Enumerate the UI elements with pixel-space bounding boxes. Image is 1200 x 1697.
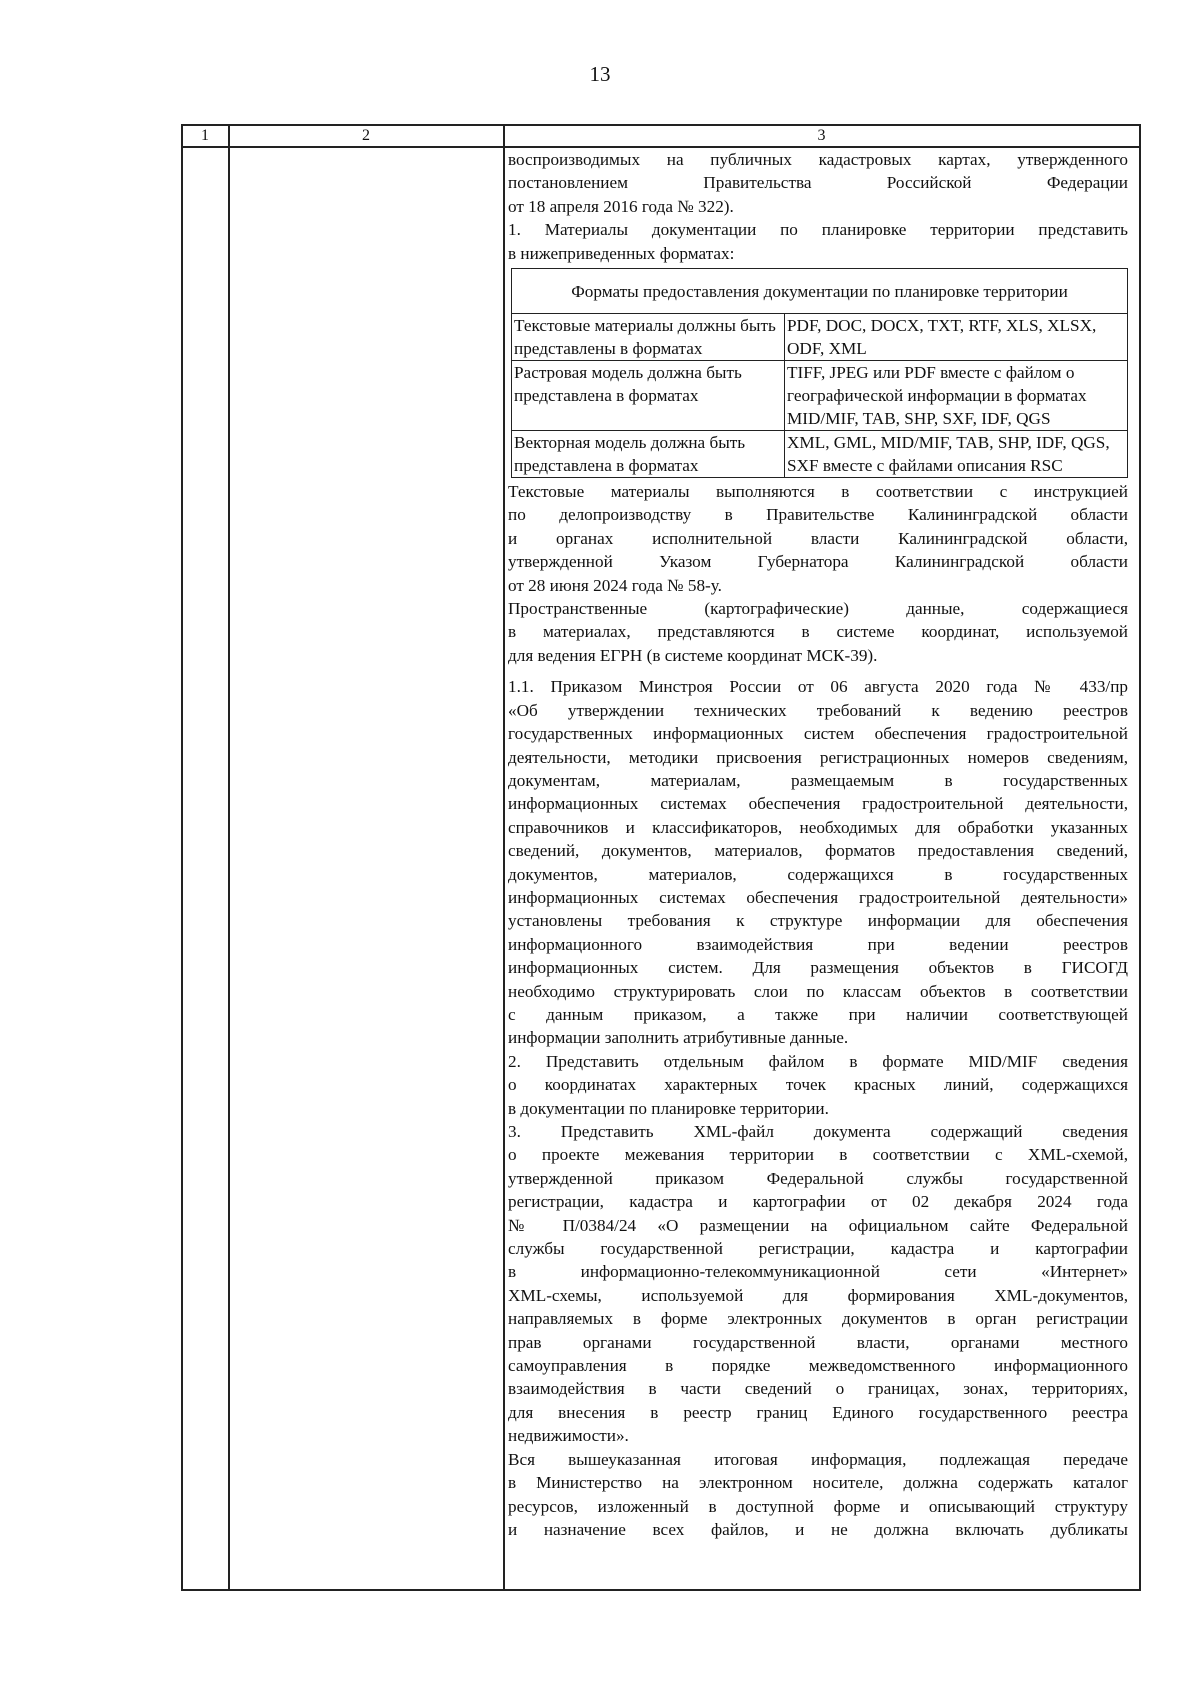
text-line: государственных информационных систем обеспечения градостроительной xyxy=(508,724,1128,744)
text-line: и органах исполнительной власти Калининградской области, xyxy=(508,528,1128,548)
paragraphs-before-table xyxy=(508,148,1128,265)
text-line: от 28 июня 2024 года № 58-у. xyxy=(508,575,722,595)
text-line: 1. Материалы документации по планировке территории представить xyxy=(508,220,1128,240)
table-border-bottom xyxy=(181,1589,1141,1591)
text-line: 2. Представить отдельным файлом в формате MID/MIF сведения xyxy=(508,1051,1128,1071)
format-list-raster: TIFF, JPEG или PDF вместе с файлом о географической информации в форматах MID/MIF, TAB, SHP, SXF, IDF, QGS xyxy=(785,361,1128,431)
text-line: деятельности, методики присвоения регистрационных номеров сведениям, xyxy=(508,747,1128,767)
page-number: 13 xyxy=(589,62,611,86)
text-line: регистрации, кадастра и картографии от 02 декабря 2024 года xyxy=(508,1192,1128,1212)
table-border-right xyxy=(1139,124,1141,1590)
column-divider-1-2 xyxy=(228,124,230,1590)
column-divider-2-3 xyxy=(503,124,505,1590)
text-line: недвижимости». xyxy=(508,1426,629,1446)
text-line: о координатах характерных точек красных линий, содержащихся xyxy=(508,1075,1128,1095)
table-row xyxy=(512,314,1128,361)
text-line: о проекте межевания территории в соответствии с XML-схемой, xyxy=(508,1145,1128,1165)
text-line: направляемых в форме электронных документов в орган регистрации xyxy=(508,1309,1128,1329)
text-line: информационных систем. Для размещения объектов в ГИСОГД xyxy=(508,958,1128,978)
text-line: с данным приказом, а также при наличии соответствующей xyxy=(508,1004,1128,1024)
text-line: службы государственной регистрации, кадастра и картографии xyxy=(508,1239,1128,1259)
text-line: воспроизводимых на публичных кадастровых картах, утвержденного xyxy=(508,150,1128,169)
text-line: в нижеприведенных форматах: xyxy=(508,243,735,263)
table-row xyxy=(512,431,1128,478)
table-border-left xyxy=(181,124,183,1590)
text-line: информационных системах обеспечения градостроительной деятельности, xyxy=(508,794,1128,814)
column-header-2: 2 xyxy=(362,127,370,144)
text-line: документов, материалов, содержащихся в государственных xyxy=(508,864,1128,884)
format-type-raster: Растровая модель должна быть представлена в форматах xyxy=(512,361,785,431)
format-list-text: PDF, DOC, DOCX, TXT, RTF, XLS, XLSX, ODF, XML xyxy=(785,314,1128,361)
format-type-vector: Векторная модель должна быть представлена в форматах xyxy=(512,431,785,478)
formats-table xyxy=(511,268,1128,478)
text-line: установлены требования к структуре информации для обеспечения xyxy=(508,911,1128,931)
column-header-1: 1 xyxy=(201,127,209,144)
text-line: в документации по планировке территории. xyxy=(508,1098,829,1118)
text-line: Пространственные (картографические) данные, содержащиеся xyxy=(508,599,1128,619)
text-line: утвержденной приказом Федеральной службы государственной xyxy=(508,1168,1128,1188)
text-line: сведений, документов, материалов, форматов предоставления сведений, xyxy=(508,841,1128,861)
text-line: и назначение всех файлов, и не должна включать дубликаты xyxy=(508,1519,1128,1539)
text-line: от 18 апреля 2016 года № 322). xyxy=(508,196,734,216)
text-line: утвержденной Указом Губернатора Калининградской области xyxy=(508,552,1128,572)
format-type-text: Текстовые материалы должны быть представлены в форматах xyxy=(512,314,785,361)
formats-table-header: Форматы предоставления документации по планировке территории xyxy=(512,269,1128,314)
text-line: № П/0384/24 «О размещении на официальном сайте Федеральной xyxy=(508,1215,1128,1235)
text-line: прав органами государственной власти, органами местного xyxy=(508,1332,1128,1352)
text-line: XML-схемы, используемой для формирования XML-документов, xyxy=(508,1285,1128,1305)
text-line: в Министерство на электронном носителе, должна содержать каталог xyxy=(508,1473,1128,1493)
text-line: 3. Представить XML-файл документа содержащий сведения xyxy=(508,1122,1128,1141)
format-list-vector: XML, GML, MID/MIF, TAB, SHP, IDF, QGS, SXF вместе с файлами описания RSC xyxy=(785,431,1128,478)
table-row xyxy=(512,361,1128,431)
text-line: самоуправления в порядке межведомственного информационного xyxy=(508,1356,1128,1376)
text-line: информационного взаимодействия при ведении реестров xyxy=(508,934,1128,954)
text-line: 1.1. Приказом Минстроя России от 06 августа 2020 года № 433/пр xyxy=(508,677,1128,697)
text-line: взаимодействия в части сведений о границах, зонах, территориях, xyxy=(508,1379,1128,1399)
paragraphs-after-table xyxy=(508,480,1128,1541)
text-line: для внесения в реестр границ Единого государственного реестра xyxy=(508,1402,1128,1422)
text-line: по делопроизводству в Правительстве Калининградской области xyxy=(508,505,1128,525)
text-line: для ведения ЕГРН (в системе координат МСК-39). xyxy=(508,645,878,665)
text-line: Текстовые материалы выполняются в соответствии с инструкцией xyxy=(508,482,1128,502)
column-3-content xyxy=(508,148,1128,1541)
column-header-3: 3 xyxy=(817,127,826,144)
text-line: информационных системах обеспечения градостроительной деятельности» xyxy=(508,887,1128,907)
text-line: справочников и классификаторов, необходимых для обработки указанных xyxy=(508,817,1128,837)
text-line: информации заполнить атрибутивные данные. xyxy=(508,1028,849,1048)
text-line: документам, материалам, размещаемым в государственных xyxy=(508,770,1128,790)
text-line: в материалах, представляются в системе координат, используемой xyxy=(508,622,1128,642)
text-line: «Об утверждении технических требований к ведению реестров xyxy=(508,700,1128,720)
text-line: ресурсов, изложенный в доступной форме и описывающий структуру xyxy=(508,1496,1128,1516)
text-line: постановлением Правительства Российской Федерации xyxy=(508,173,1128,193)
text-line: необходимо структурировать слои по классам объектов в соответствии xyxy=(508,981,1128,1001)
text-line: в информационно-телекоммуникационной сети «Интернет» xyxy=(508,1262,1128,1282)
text-line: Вся вышеуказанная итоговая информация, подлежащая передаче xyxy=(508,1449,1128,1469)
